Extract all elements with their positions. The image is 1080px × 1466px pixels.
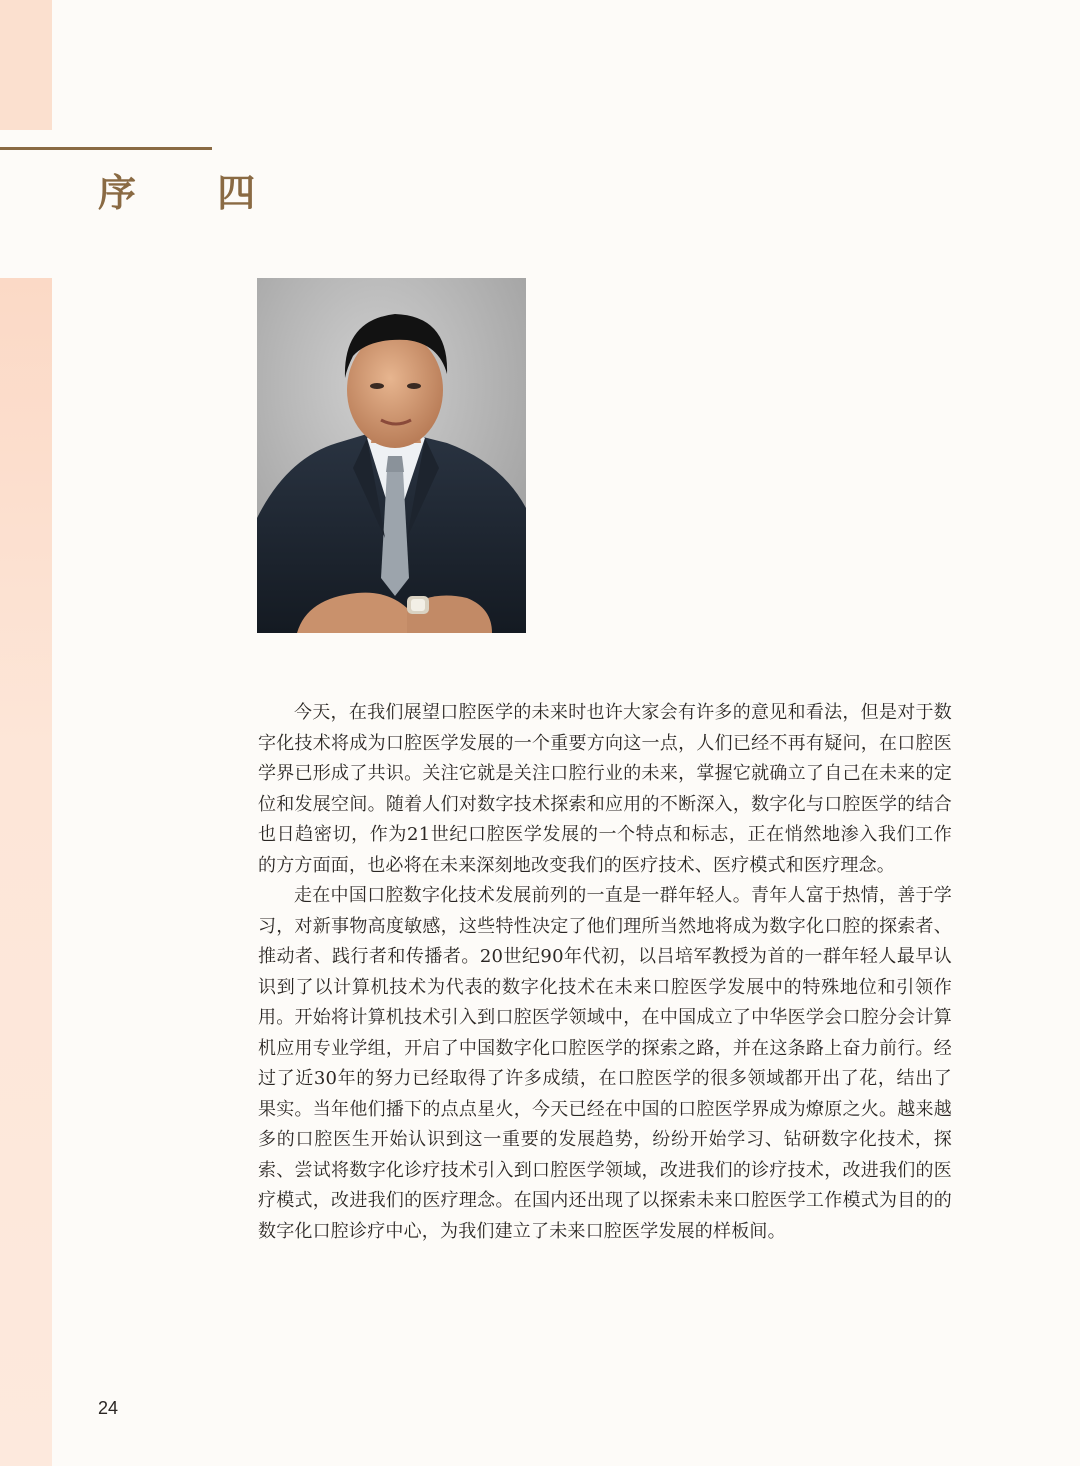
section-heading: 序 四: [98, 171, 290, 215]
decorative-band-side: [0, 278, 52, 1466]
paragraph: 今天，在我们展望口腔医学的未来时也许大家会有许多的意见和看法，但是对于数字化技术将成为口腔医学发展的一个重要方向这一点，人们已经不再有疑问，在口腔医学界已形成了共识。关注它就是关注口腔行业的未来，掌握它就确立了自己在未来的定位和发展空间。随着人们对数字技术探索和应用的不断深入，数字化与口腔医学的结合也日趋密切，作为21世纪口腔医学发展的一个特点和标志，正在悄然地渗入我们工作的方方面面，也必将在未来深刻地改变我们的医疗技术、医疗模式和医疗理念。: [258, 702, 952, 876]
heading-rule: [0, 147, 212, 150]
portrait-photo: [257, 278, 526, 633]
page-number: 24: [98, 1398, 119, 1418]
decorative-band-top: [0, 0, 52, 130]
body-text: [258, 698, 952, 1247]
paragraph: 走在中国口腔数字化技术发展前列的一直是一群年轻人。青年人富于热情，善于学习，对新事物高度敏感，这些特性决定了他们理所当然地将成为数字化口腔的探索者、推动者、践行者和传播者。20世纪90年代初，以吕培军教授为首的一群年轻人最早认识到了以计算机技术为代表的数字化技术在未来口腔医学发展中的特殊地位和引领作用。开始将计算机技术引入到口腔医学领域中，在中国成立了中华医学会口腔分会计算机应用专业学组，开启了中国数字化口腔医学的探索之路，并在这条路上奋力前行。经过了近30年的努力已经取得了许多成绩，在口腔医学的很多领域都开出了花，结出了果实。当年他们播下的点点星火，今天已经在中国的口腔医学界成为燎原之火。越来越多的口腔医生开始认识到这一重要的发展趋势，纷纷开始学习、钻研数字化技术，探索、尝试将数字化诊疗技术引入到口腔医学领域，改进我们的诊疗技术，改进我们的医疗模式，改进我们的医疗理念。在国内还出现了以探索未来口腔医学工作模式为目的的数字化口腔诊疗中心，为我们建立了未来口腔医学发展的样板间。: [258, 885, 952, 1242]
